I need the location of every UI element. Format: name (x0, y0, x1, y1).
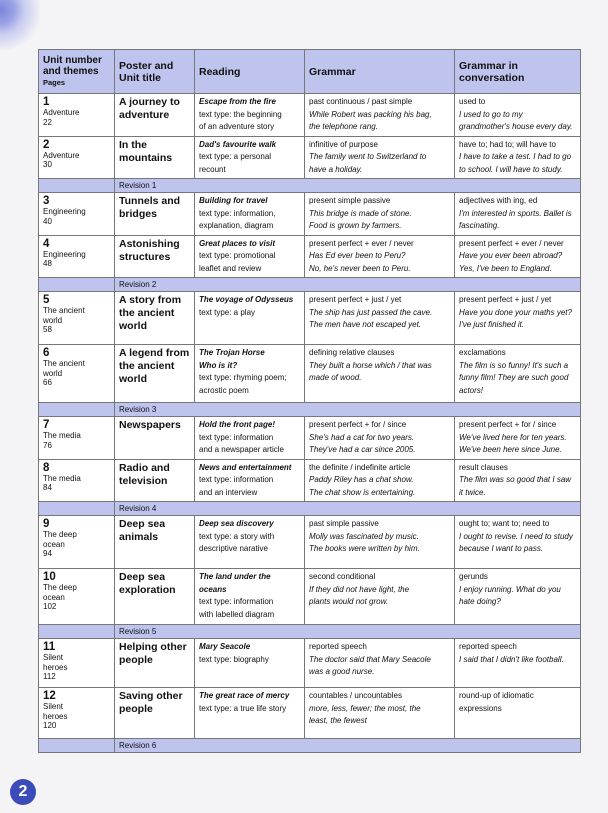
reading-cell (195, 345, 305, 403)
unit-theme: The media (43, 431, 81, 440)
cell-line: least, the fewest (309, 716, 367, 725)
cell-line: have to; had to; will have to (459, 139, 556, 149)
conversation-cell (455, 417, 581, 460)
cell-line: leaflet and review (199, 263, 262, 273)
cell-line: and a newspaper article (199, 445, 284, 454)
unit-page: 76 (43, 440, 52, 450)
unit-cell (39, 193, 115, 236)
cell-line: While Robert was packing his bag, (309, 109, 432, 119)
unit-title: Newspapers (119, 419, 181, 431)
revision-spacer (39, 403, 115, 417)
unit-row (39, 193, 581, 236)
header-pages: Pages (43, 78, 66, 87)
unit-theme: The ancient (43, 359, 85, 368)
cell-line: second conditional (309, 572, 376, 581)
reading-cell (195, 459, 305, 502)
cell-line: present perfect + ever / never (309, 238, 414, 248)
cell-line: Who is it? (199, 360, 238, 370)
unit-title: world (119, 320, 147, 332)
cell-line: expressions (459, 703, 502, 713)
cell-line: past simple passive (309, 519, 379, 528)
cell-line: defining relative clauses (309, 348, 395, 357)
grammar-cell (305, 569, 455, 625)
revision-label: Revision 6 (115, 739, 581, 753)
cell-line: text type: biography (199, 654, 269, 664)
revision-row (39, 625, 581, 639)
reading-cell (195, 136, 305, 179)
unit-row (39, 292, 581, 345)
unit-page: 120 (43, 721, 57, 730)
unit-number: 3 (43, 195, 50, 207)
unit-cell (39, 136, 115, 179)
reading-cell (195, 516, 305, 569)
header-unit: Unit number and themes Pages (39, 50, 115, 94)
cell-line: I enjoy running. What do you (459, 584, 561, 594)
unit-page: 58 (43, 325, 52, 334)
cell-line: actors! (459, 385, 484, 395)
unit-theme: Silent (43, 653, 64, 662)
cell-line: plants would not grow. (309, 597, 389, 606)
cell-line: The family went to Switzerland to (309, 152, 427, 161)
unit-cell (39, 235, 115, 278)
revision-label: Revision 4 (115, 502, 581, 516)
unit-title: animals (119, 531, 159, 543)
cell-line: The land under the (199, 572, 271, 581)
cell-line: hate doing? (459, 597, 501, 606)
cell-line: She's had a cat for two years. (309, 432, 415, 442)
cell-line: We've been here since June. (459, 445, 562, 454)
unit-title-cell (115, 569, 195, 625)
cell-line: reported speech (309, 642, 367, 651)
unit-number: 11 (43, 641, 56, 653)
conversation-cell (455, 459, 581, 502)
grammar-cell (305, 193, 455, 236)
grammar-cell (305, 94, 455, 137)
unit-theme: Adventure (43, 150, 80, 160)
cell-line: I ought to revise. I need to study (459, 531, 573, 541)
cell-line: present perfect + for / since (309, 420, 407, 429)
unit-cell (39, 292, 115, 345)
unit-title: exploration (119, 584, 176, 596)
cell-line: present perfect + just / yet (309, 295, 402, 304)
unit-page: 48 (43, 259, 52, 268)
cell-line: descriptive narative (199, 544, 268, 553)
cell-line: recount (199, 164, 226, 174)
unit-title-cell (115, 639, 195, 688)
reading-cell (195, 417, 305, 460)
revision-spacer (39, 278, 115, 292)
unit-cell (39, 516, 115, 569)
unit-title-cell (115, 345, 195, 403)
cell-line: exclamations (459, 348, 506, 357)
unit-number: 5 (43, 294, 50, 306)
reading-cell (195, 193, 305, 236)
cell-line: Food is grown by farmers. (309, 221, 402, 230)
cell-line: I used to go to my (459, 109, 523, 119)
grammar-cell (305, 516, 455, 569)
unit-theme: ocean (43, 592, 65, 602)
conversation-cell (455, 136, 581, 179)
unit-title: television (119, 474, 168, 487)
unit-row (39, 688, 581, 739)
unit-number: 1 (43, 96, 50, 108)
revision-spacer (39, 179, 115, 193)
unit-number: 12 (43, 690, 56, 702)
grammar-cell (305, 688, 455, 739)
revision-row (39, 179, 581, 193)
unit-theme: Engineering (43, 249, 86, 259)
unit-title-cell (115, 292, 195, 345)
cell-line: Yes, I've been to England. (459, 263, 552, 273)
cell-line: Hold the front page! (199, 420, 275, 429)
unit-number: 7 (43, 419, 50, 431)
cell-line: text type: a play (199, 307, 256, 317)
unit-title: In the (119, 138, 147, 151)
cell-line: Has Ed ever been to Peru? (309, 251, 406, 260)
cell-line: to school. I will have to study. (459, 164, 563, 174)
cell-line: Have you done your maths yet? (459, 307, 572, 317)
unit-page: 30 (43, 160, 52, 169)
unit-row (39, 569, 581, 625)
cell-line: text type: promotional (199, 251, 276, 260)
cell-line: The ship has just passed the cave. (309, 307, 433, 317)
cell-line: text type: a personal (199, 152, 272, 161)
header-reading: Reading (195, 50, 305, 94)
cell-line: gerunds (459, 572, 488, 581)
unit-title-cell (115, 193, 195, 236)
cell-line: They've had a car since 2005. (309, 445, 416, 454)
cell-line: explanation, diagram (199, 221, 274, 230)
cell-line: more, less, fewer; the most, the (309, 703, 421, 713)
cell-line: Building for travel (199, 196, 268, 205)
cell-line: The Trojan Horse (199, 348, 265, 357)
cell-line: funny film! They are such good (459, 373, 569, 382)
unit-title: A legend from (119, 347, 190, 359)
grammar-cell (305, 459, 455, 502)
cell-line: text type: rhyming poem; (199, 373, 287, 382)
revision-label: Revision 1 (115, 179, 581, 193)
unit-theme: The deep (43, 583, 77, 592)
cell-line: text type: a story with (199, 531, 275, 541)
unit-row (39, 417, 581, 460)
unit-number: 4 (43, 237, 50, 250)
unit-title: people (119, 654, 153, 666)
cell-line: News and entertainment (199, 462, 292, 472)
unit-number: 2 (43, 138, 50, 151)
cell-line: I'm interested in sports. Ballet is (459, 208, 572, 218)
unit-title: Deep sea (119, 518, 166, 530)
unit-title-cell (115, 136, 195, 179)
unit-row (39, 516, 581, 569)
cell-line: was a good nurse. (309, 667, 375, 676)
cell-line: The voyage of Odysseus (199, 295, 294, 304)
unit-number: 8 (43, 461, 50, 474)
reading-cell (195, 235, 305, 278)
reading-cell (195, 292, 305, 345)
conversation-cell (455, 193, 581, 236)
cell-line: Great places to visit (199, 238, 276, 248)
cell-line: round-up of idiomatic (459, 691, 534, 700)
grammar-cell (305, 417, 455, 460)
unit-page: 84 (43, 483, 52, 492)
unit-cell (39, 345, 115, 403)
unit-title-cell (115, 235, 195, 278)
unit-page: 22 (43, 117, 52, 127)
cell-line: present perfect + for / since (459, 420, 557, 429)
reading-cell (195, 569, 305, 625)
unit-title: mountains (119, 151, 173, 164)
header-grammar: Grammar (305, 50, 455, 94)
revision-row (39, 403, 581, 417)
unit-number: 6 (43, 347, 50, 359)
unit-title: Astonishing (119, 237, 180, 250)
revision-spacer (39, 502, 115, 516)
cell-line: result clauses (459, 462, 508, 472)
cell-line: Molly was fascinated by music. (309, 531, 419, 541)
unit-theme: world (43, 368, 63, 378)
unit-title: A journey to (119, 96, 180, 108)
unit-number: 9 (43, 518, 50, 530)
unit-title: A story from (119, 294, 182, 306)
cell-line: present perfect + ever / never (459, 238, 564, 248)
reading-cell (195, 94, 305, 137)
reading-cell (195, 639, 305, 688)
conversation-cell (455, 292, 581, 345)
unit-title-cell (115, 516, 195, 569)
conversation-cell (455, 235, 581, 278)
cell-line: The film was so good that I saw (459, 475, 572, 484)
revision-label: Revision 2 (115, 278, 581, 292)
unit-theme: ocean (43, 539, 65, 549)
unit-theme: Engineering (43, 207, 86, 216)
cell-line: text type: information, (199, 208, 276, 218)
cell-line: it twice. (459, 487, 486, 497)
unit-title: Tunnels and (119, 195, 181, 207)
cell-line: The doctor said that Mary Seacole (309, 654, 431, 664)
grammar-cell (305, 292, 455, 345)
unit-theme: The media (43, 473, 81, 483)
cell-line: the telephone rang. (309, 122, 378, 131)
cell-line: The books were written by him. (309, 544, 420, 553)
cell-line: The film is so funny! It's such a (459, 360, 569, 370)
page-number-badge: 2 (10, 779, 36, 805)
cell-line: Have you ever been abroad? (459, 251, 563, 260)
cell-line: past continuous / past simple (309, 97, 413, 106)
unit-theme: heroes (43, 662, 68, 672)
unit-row (39, 136, 581, 179)
grammar-cell (305, 639, 455, 688)
unit-theme: The ancient (43, 306, 85, 315)
cell-line: ought to; want to; need to (459, 519, 550, 528)
header-row (39, 50, 581, 94)
unit-row (39, 345, 581, 403)
cell-line: reported speech (459, 642, 517, 651)
corner-decoration (0, 0, 40, 50)
unit-title-cell (115, 417, 195, 460)
unit-title: the ancient (119, 360, 175, 372)
conversation-cell (455, 639, 581, 688)
cell-line: because I want to pass. (459, 544, 544, 553)
unit-page: 94 (43, 549, 52, 558)
cell-line: acrostic poem (199, 385, 249, 395)
cell-line: adjectives with ing, ed (459, 196, 538, 205)
cell-line: The men have not escaped yet. (309, 320, 422, 329)
unit-cell (39, 417, 115, 460)
cell-line: Dad's favourite walk (199, 139, 277, 149)
unit-theme: The deep (43, 530, 77, 539)
unit-cell (39, 94, 115, 137)
cell-line: The chat show is entertaining. (309, 487, 416, 497)
cell-line: I've just finished it. (459, 320, 525, 329)
unit-theme: Silent (43, 702, 64, 711)
cell-line: text type: the beginning (199, 109, 282, 119)
revision-label: Revision 5 (115, 625, 581, 639)
cell-line: with labelled diagram (199, 609, 275, 619)
revision-spacer (39, 625, 115, 639)
contents-table (38, 49, 581, 753)
cell-line: countables / uncountables (309, 691, 402, 700)
reading-cell (195, 688, 305, 739)
cell-line: grandmother's house every day. (459, 122, 573, 131)
unit-row (39, 94, 581, 137)
cell-line: have a holiday. (309, 164, 363, 174)
cell-line: We've lived here for ten years. (459, 432, 567, 442)
unit-title-cell (115, 94, 195, 137)
unit-title-cell (115, 459, 195, 502)
revision-row (39, 739, 581, 753)
cell-line: text type: information (199, 475, 274, 484)
unit-page: 112 (43, 672, 56, 681)
cell-line: Mary Seacole (199, 642, 251, 651)
cell-line: text type: information (199, 432, 274, 442)
cell-line: and an interview (199, 487, 258, 497)
unit-row (39, 459, 581, 502)
conversation-cell (455, 345, 581, 403)
unit-theme: world (43, 315, 63, 325)
unit-cell (39, 459, 115, 502)
cell-line: text type: a true life story (199, 703, 287, 713)
cell-line: used to (459, 97, 486, 106)
revision-row (39, 502, 581, 516)
unit-theme: Adventure (43, 108, 80, 117)
unit-page: 40 (43, 216, 52, 226)
unit-title: people (119, 703, 153, 715)
grammar-cell (305, 136, 455, 179)
cell-line: If they did not have light, the (309, 584, 410, 594)
unit-title: bridges (119, 208, 157, 220)
unit-cell (39, 688, 115, 739)
unit-title: world (119, 373, 147, 385)
cell-line: made of wood. (309, 373, 362, 382)
unit-title: Saving other (119, 690, 183, 702)
cell-line: oceans (199, 584, 227, 594)
cell-line: of an adventure story (199, 122, 275, 131)
unit-row (39, 235, 581, 278)
cell-line: The great race of mercy (199, 691, 290, 700)
cell-line: Deep sea discovery (199, 519, 274, 528)
cell-line: Paddy Riley has a chat show. (309, 475, 414, 484)
unit-number: 10 (43, 571, 56, 583)
cell-line: present perfect + just / yet (459, 295, 552, 304)
unit-title: Deep sea (119, 571, 166, 583)
unit-theme: heroes (43, 711, 68, 721)
unit-page: 66 (43, 378, 52, 387)
cell-line: present simple passive (309, 196, 391, 205)
unit-cell (39, 639, 115, 688)
cell-line: Escape from the fire (199, 97, 276, 106)
cell-line: fascinating. (459, 221, 500, 230)
header-poster: Poster and Unit title (115, 50, 195, 94)
unit-title: adventure (119, 109, 170, 121)
unit-title: the ancient (119, 307, 175, 319)
unit-title: Radio and (119, 461, 170, 474)
grammar-cell (305, 235, 455, 278)
unit-row (39, 639, 581, 688)
unit-title-cell (115, 688, 195, 739)
cell-line: the definite / indefinite article (309, 462, 411, 472)
unit-page: 102 (43, 602, 57, 611)
revision-spacer (39, 739, 115, 753)
conversation-cell (455, 688, 581, 739)
grammar-cell (305, 345, 455, 403)
cell-line: infinitive of purpose (309, 139, 378, 149)
conversation-cell (455, 569, 581, 625)
cell-line: They built a horse which / that was (309, 360, 432, 370)
revision-label: Revision 3 (115, 403, 581, 417)
cell-line: I said that I didn't like football. (459, 654, 564, 664)
cell-line: text type: information (199, 597, 274, 606)
cell-line: This bridge is made of stone. (309, 208, 412, 218)
unit-title: Helping other (119, 641, 187, 653)
unit-cell (39, 569, 115, 625)
cell-line: I have to take a test. I had to go (459, 152, 572, 161)
revision-row (39, 278, 581, 292)
header-conversation: Grammar in conversation (455, 50, 581, 94)
conversation-cell (455, 516, 581, 569)
cell-line: No, he's never been to Peru. (309, 263, 411, 273)
conversation-cell (455, 94, 581, 137)
unit-title: structures (119, 250, 171, 263)
